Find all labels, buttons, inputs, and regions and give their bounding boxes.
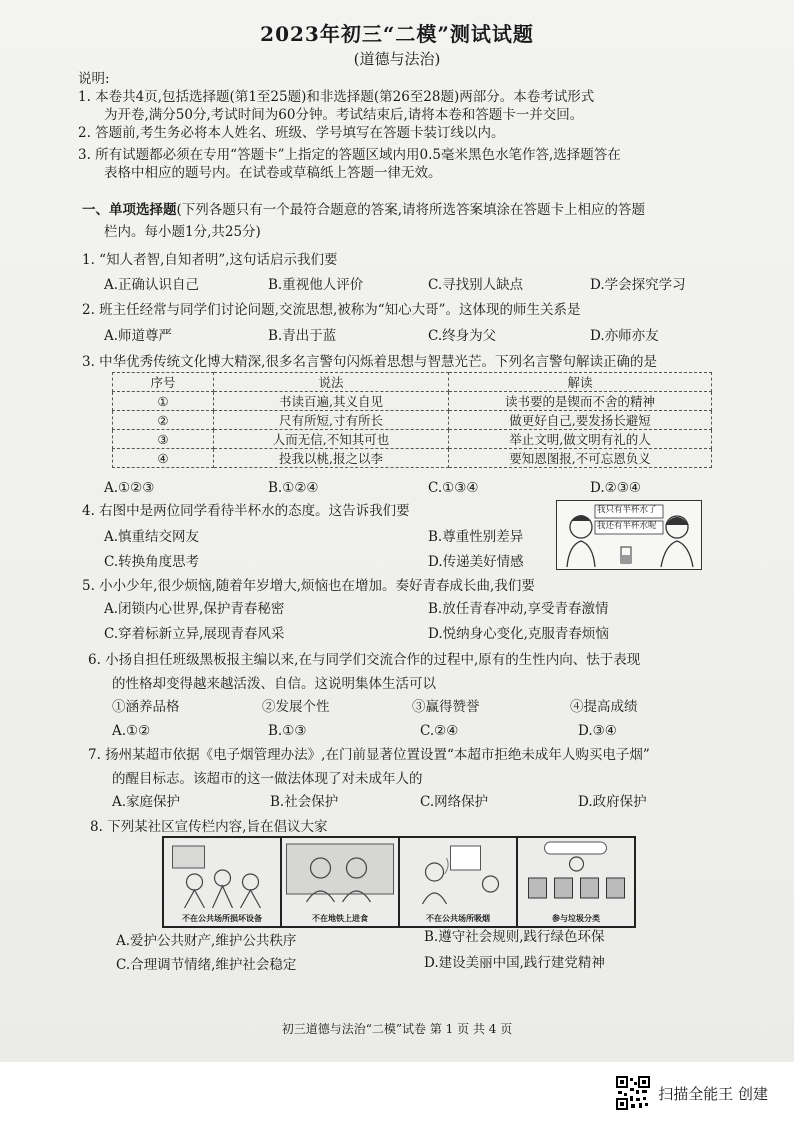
q7-option: D.政府保护 [578, 794, 647, 810]
section-instr: (下列各题只有一个最符合题意的答案,请将所选答案填涂在答题卡上相应的答题 [176, 202, 646, 218]
q6-option: A.①② [112, 723, 151, 739]
q2-option: C.终身为父 [428, 328, 497, 344]
table-row [113, 430, 712, 449]
q1-option: D.学会探究学习 [590, 277, 686, 293]
q7-stem-2: 的醒目标志。该超市的这一做法体现了对未成年人的 [112, 771, 423, 787]
people-icon [164, 838, 280, 908]
table-cell: 书读百遍,其义自见 [214, 392, 449, 411]
q6-option: B.①③ [268, 723, 307, 739]
table-cell: 投我以桃,报之以李 [214, 449, 449, 468]
q8-option: A.爱护公共财产,维护公共秩序 [116, 933, 297, 949]
q4-stem: 4. 右图中是两位同学看待半杯水的态度。这告诉我们要 [82, 503, 410, 519]
q6-option: C.②④ [420, 723, 459, 739]
table-cell: 举止文明,做文明有礼的人 [449, 430, 712, 449]
q3-option: D.②③④ [590, 480, 641, 496]
table-header-row [113, 373, 712, 392]
note-line: 1. 本卷共4页,包括选择题(第1至25题)和非选择题(第26至28题)两部分。本卷考试形式 [78, 89, 595, 105]
table-row [113, 392, 712, 411]
poster-caption: 不在公共场所吸烟 [426, 914, 490, 923]
watermark-text: 扫描全能王 创建 [658, 1084, 768, 1103]
q8-option: D.建设美丽中国,践行建党精神 [424, 955, 605, 971]
subway-eating-icon [282, 838, 398, 908]
q3-option: C.①③④ [428, 480, 479, 496]
table-cell: ① [113, 392, 214, 411]
notes-label: 说明: [78, 71, 110, 87]
table-cell: 读书要的是锲而不舍的精神 [449, 392, 712, 411]
section-instructions [82, 201, 645, 219]
q2-option: B.青出于蓝 [268, 328, 337, 344]
q3-option: B.①②④ [268, 480, 319, 496]
poster-caption: 参与垃圾分类 [552, 914, 600, 923]
recycle-bin-icon [518, 838, 634, 908]
section-heading: 一、单项选择题 [82, 202, 177, 218]
poster-panel [282, 838, 400, 926]
poster-panel [400, 838, 518, 926]
note-line: 为开卷,满分50分,考试时间为60分钟。考试结束后,请将本卷和答题卡一并交回。 [104, 107, 584, 123]
page-footer: 初三道德与法治“二模”试卷 第 1 页 共 4 页 [281, 1022, 513, 1036]
table-cell: ② [113, 411, 214, 430]
q6-item: ①涵养品格 [112, 699, 180, 715]
q2-option: A.师道尊严 [104, 328, 173, 344]
q3-stem: 3. 中华优秀传统文化博大精深,很多名言警句闪烁着思想与智慧光芒。下列名言警句解读正确的是 [82, 354, 657, 370]
q7-option: A.家庭保护 [112, 794, 181, 810]
q6-stem: 6. 小扬自担任班级黑板报主编以来,在与同学们交流合作的过程中,原有的生性内向、怯于表现 [88, 652, 641, 668]
table-row [113, 411, 712, 430]
q3-option: A.①②③ [104, 480, 155, 496]
q5-option: A.闭锁内心世界,保护青春秘密 [104, 601, 285, 617]
table-cell: 尺有所短,寸有所长 [214, 411, 449, 430]
q6-stem-2: 的性格却变得越来越活泼、自信。这说明集体生活可以 [112, 676, 436, 692]
q3-table [112, 372, 712, 468]
q7-option: C.网络保护 [420, 794, 489, 810]
q6-item: ③赢得赞誉 [412, 699, 480, 715]
q1-option: B.重视他人评价 [268, 277, 364, 293]
poster-panel [518, 838, 634, 926]
poster-caption: 不在地铁上进食 [312, 914, 368, 923]
qr-code-icon [616, 1076, 650, 1110]
section-instr-2: 栏内。每小题1分,共25分) [104, 224, 261, 240]
q5-option: C.穿着标新立异,展现青春风采 [104, 626, 285, 642]
q4-option: C.转换角度思考 [104, 554, 200, 570]
poster-panel [164, 838, 282, 926]
smoking-icon [400, 838, 516, 908]
q5-option: B.放任青春冲动,享受青春激情 [428, 601, 609, 617]
table-cell: ④ [113, 449, 214, 468]
table-header: 解读 [449, 373, 712, 392]
cartoon-bubble-1: 我只有半杯水了 [597, 505, 657, 515]
half-glass-cartoon [556, 500, 702, 570]
q5-stem: 5. 小小少年,很少烦恼,随着年岁增大,烦恼也在增加。奏好青春成长曲,我们要 [82, 578, 535, 594]
poster-caption: 不在公共场所损坏设备 [182, 914, 262, 923]
table-cell: ③ [113, 430, 214, 449]
q4-option: B.尊重性别差异 [428, 529, 524, 545]
exam-title: 2023年初三“二模”测试试题 [260, 22, 534, 46]
q6-option: D.③④ [578, 723, 617, 739]
q8-stem: 8. 下列某社区宣传栏内容,旨在倡议大家 [90, 819, 328, 835]
q8-option: C.合理调节情绪,维护社会稳定 [116, 957, 297, 973]
q4-option: D.传递美好情感 [428, 554, 524, 570]
q4-option: A.慎重结交网友 [104, 529, 200, 545]
q5-option: D.悦纳身心变化,克服青春烦恼 [428, 626, 609, 642]
cartoon-bubble-2: 我还有半杯水呢 [597, 521, 657, 531]
q8-option: B.遵守社会规则,践行绿色环保 [424, 929, 605, 945]
note-line: 3. 所有试题都必须在专用“答题卡”上指定的答题区域内用0.5毫米黑色水笔作答,选择题答在 [78, 147, 621, 163]
q2-stem: 2. 班主任经常与同学们讨论问题,交流思想,被称为“知心大哥”。这体现的师生关系是 [82, 302, 581, 318]
note-line: 2. 答题前,考生务必将本人姓名、班级、学号填写在答题卡装订线以内。 [78, 125, 505, 141]
q7-option: B.社会保护 [270, 794, 339, 810]
q7-stem: 7. 扬州某超市依据《电子烟管理办法》,在门前显著位置设置“本超市拒绝未成年人购买电子烟” [88, 747, 650, 763]
q6-item: ④提高成绩 [570, 699, 638, 715]
table-header: 说法 [214, 373, 449, 392]
table-cell: 要知恩图报,不可忘恩负义 [449, 449, 712, 468]
q1-stem: 1. “知人者智,自知者明”,这句话启示我们要 [82, 252, 338, 268]
community-poster-strip [162, 836, 636, 928]
note-line: 表格中相应的题号内。在试卷或草稿纸上答题一律无效。 [104, 165, 442, 181]
table-header: 序号 [113, 373, 214, 392]
table-cell: 做更好自己,要发扬长避短 [449, 411, 712, 430]
q1-option: C.寻找别人缺点 [428, 277, 524, 293]
table-cell: 人而无信,不知其可也 [214, 430, 449, 449]
exam-subtitle: (道德与法治) [353, 50, 441, 68]
q1-option: A.正确认识自己 [104, 277, 200, 293]
table-row [113, 449, 712, 468]
scanner-watermark [616, 1076, 768, 1110]
q6-item: ②发展个性 [262, 699, 330, 715]
q2-option: D.亦师亦友 [590, 328, 659, 344]
